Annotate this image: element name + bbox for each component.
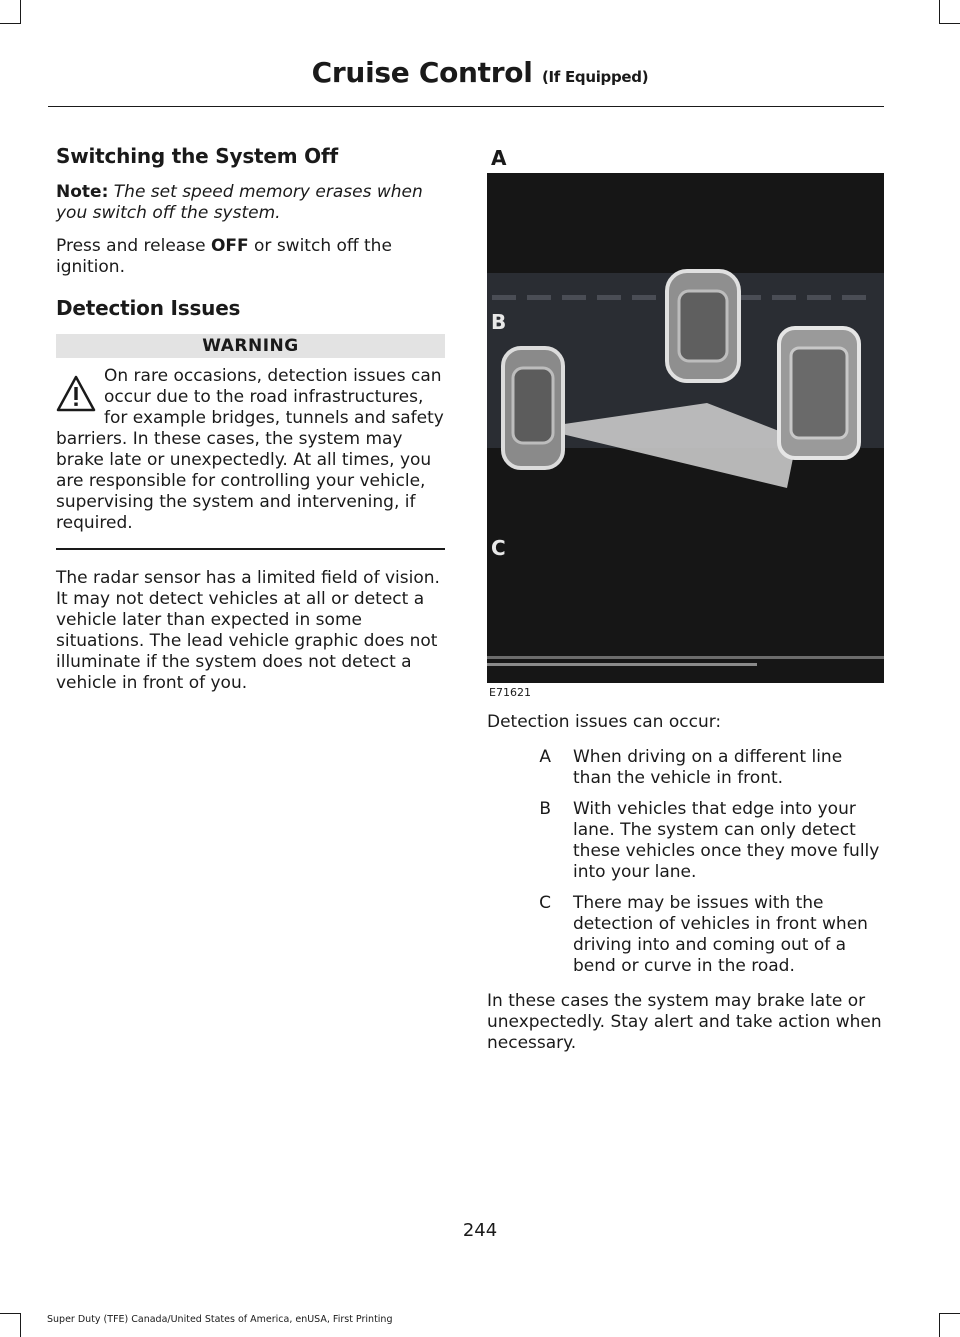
detection-intro: Detection issues can occur: [487, 712, 722, 732]
page-title-subtitle: (If Equipped) [541, 68, 649, 86]
detection-illustration [487, 173, 884, 683]
section-heading-detection: Detection Issues [56, 296, 241, 320]
list-item [487, 893, 884, 977]
page-title-text: Cruise Control [311, 56, 533, 89]
press-text-pre: Press and release [56, 236, 206, 256]
figure-id: E71621 [489, 686, 531, 699]
crop-mark [940, 23, 960, 24]
press-paragraph [56, 236, 445, 278]
list-item-key: C [539, 893, 551, 913]
warning-body [56, 366, 445, 534]
note-label: Note: [56, 182, 109, 202]
warning-header: WARNING [56, 334, 445, 358]
warning-text: On rare occasions, detection issues can occur due to the road infrastructures, for example bridges, tunnels and safety barriers. In these cases, the system may brake late or unexpectedly. At all times, you are responsible for controlling your vehicle, supervising the system and intervening, if required. [56, 366, 444, 533]
list-item-text: With vehicles that edge into your lane. The system can only detect these vehicles once they move fully into your lane. [573, 799, 880, 882]
figure-label-c: C [491, 536, 506, 560]
crop-mark [20, 1313, 21, 1337]
page-title [0, 56, 960, 89]
list-item-text: There may be issues with the detection of vehicles in front when driving into and coming out of a bend or curve in the road. [573, 893, 868, 976]
list-item-text: When driving on a different line than the vehicle in front. [573, 747, 843, 788]
detection-list [487, 747, 884, 977]
left-column [56, 144, 445, 706]
crop-mark [939, 1313, 940, 1337]
crop-mark [0, 23, 20, 24]
off-button-label: OFF [210, 236, 249, 256]
note-text: The set speed memory erases when you switch off the system. [56, 182, 423, 223]
section-heading-switch-off: Switching the System Off [56, 144, 338, 168]
list-item [487, 747, 884, 789]
detection-scene-image [487, 173, 884, 683]
press-text-post: or switch off the ignition. [56, 236, 392, 277]
list-item [487, 799, 884, 883]
crop-mark [0, 1313, 20, 1314]
crop-mark [20, 0, 21, 24]
list-item-key: B [539, 799, 551, 819]
warning-triangle-icon [56, 374, 96, 414]
note-paragraph [56, 182, 445, 224]
warning-divider [56, 548, 445, 550]
figure-label-a: A [491, 146, 507, 170]
right-column [487, 712, 884, 1054]
footer-text: Super Duty (TFE) Canada/United States of America, enUSA, First Printing [47, 1314, 393, 1325]
crop-mark [939, 0, 940, 24]
closing-paragraph: In these cases the system may brake late or unexpectedly. Stay alert and take action when necessary. [487, 991, 882, 1053]
header-divider [48, 106, 884, 107]
figure-label-b: B [491, 310, 507, 334]
crop-mark [940, 1313, 960, 1314]
radar-paragraph: The radar sensor has a limited field of vision. It may not detect vehicles at all or detect a vehicle later than expected in some situations. The lead vehicle graphic does not illuminate if the system does not detect a vehicle in front of you. [56, 568, 440, 693]
list-item-key: A [539, 747, 551, 767]
page-number: 244 [462, 1220, 498, 1241]
